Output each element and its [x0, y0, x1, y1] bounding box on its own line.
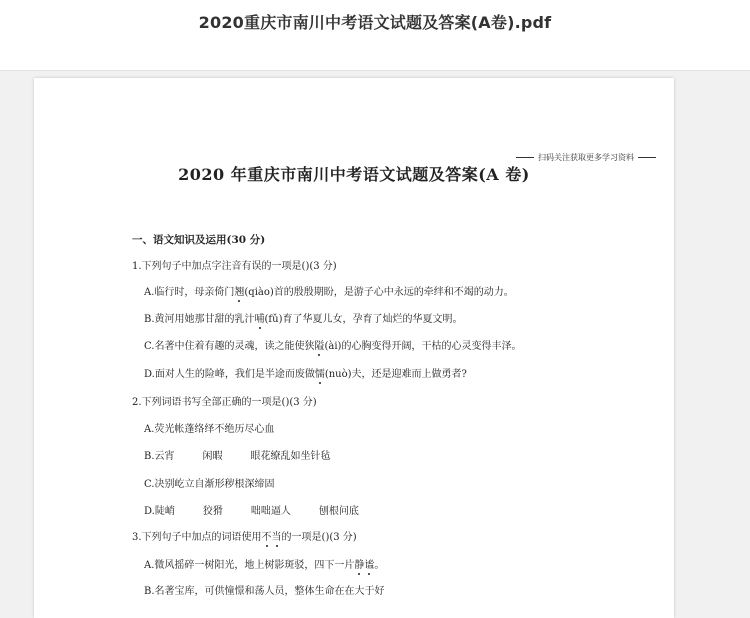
option-text: (fǔ)育了华夏儿女，孕育了灿烂的华夏文明。: [264, 314, 463, 325]
option-text: 。: [374, 560, 385, 571]
header-note-text: 扫码关注获取更多学习资料: [538, 153, 634, 162]
option-text: D.面对人生的险峰，我们是半途而废做: [144, 369, 315, 380]
stem-text: 的一项是()(3 分): [281, 532, 357, 543]
header-dash-right: [638, 157, 656, 158]
dotted-char: 谧: [364, 560, 375, 571]
question-2-option-a: A.荧光帐蓬络绎不绝历尽心血: [144, 424, 275, 435]
question-2-stem: 2.下列词语书写全部正确的一项是()(3 分): [132, 397, 317, 408]
word: 狡猾: [202, 506, 223, 517]
dotted-char: 静: [354, 560, 365, 571]
dotted-char: 当: [271, 532, 282, 543]
option-text: C.名著中住着有趣的灵魂，读之能使狭: [144, 341, 315, 352]
option-text: B.黄河用她那甘甜的乳汁: [144, 314, 255, 325]
question-3-option-b: B.名著宝库，可供憧憬和荡人员，整体生命在在大于好: [144, 586, 385, 597]
word: D.陡峭: [144, 506, 175, 517]
document-title: 2020 年重庆市南川中考语文试题及答案(A 卷): [178, 165, 530, 184]
question-3-option-a: [144, 559, 384, 573]
question-1-option-a: [144, 286, 514, 300]
word: 闲暇: [202, 451, 223, 462]
word: 咄咄逼人: [250, 506, 291, 517]
word: B.云宵: [144, 451, 175, 462]
header-dash-left: [516, 157, 534, 158]
option-text: (ài)的心胸变得开阔，干枯的心灵变得丰泽。: [324, 341, 522, 352]
dotted-char: 隘: [314, 341, 325, 352]
question-2-option-d: [144, 505, 359, 519]
stem-text: 3.下列句子中加点的词语使用: [132, 532, 262, 543]
question-3-stem: [132, 531, 357, 545]
option-text: (nuò)夫，还是迎难而上做勇者?: [324, 369, 467, 380]
option-text: (qiào)首的殷殷期盼，是游子心中永远的牵绊和不竭的动力。: [244, 287, 514, 298]
dotted-char: 翘: [234, 287, 245, 298]
viewer-toolbar: [0, 0, 750, 71]
dotted-char: 懦: [314, 369, 325, 380]
dotted-char: 哺: [254, 314, 265, 325]
word: 刨根问底: [318, 506, 359, 517]
question-1-option-d: [144, 368, 467, 382]
question-1-option-b: [144, 313, 462, 327]
question-1-stem: 1.下列句子中加点字注音有误的一项是()(3 分): [132, 261, 337, 272]
question-2-option-b: [144, 450, 331, 464]
word: 眼花缭乱如坐针毡: [250, 451, 331, 462]
pdf-page: [34, 78, 674, 618]
file-title: 2020重庆市南川中考语文试题及答案(A卷).pdf: [198, 13, 552, 32]
question-2-option-c: C.决别屹立自渐形秽根深缔固: [144, 479, 275, 490]
question-1-option-c: [144, 340, 521, 354]
section-heading: 一、语文知识及运用(30 分): [132, 234, 266, 246]
dotted-char: 不: [261, 532, 272, 543]
option-text: A.临行时，母亲倚门: [144, 287, 235, 298]
option-text: A.微风摇碎一树阳光，地上树影斑驳，四下一片: [144, 560, 355, 571]
